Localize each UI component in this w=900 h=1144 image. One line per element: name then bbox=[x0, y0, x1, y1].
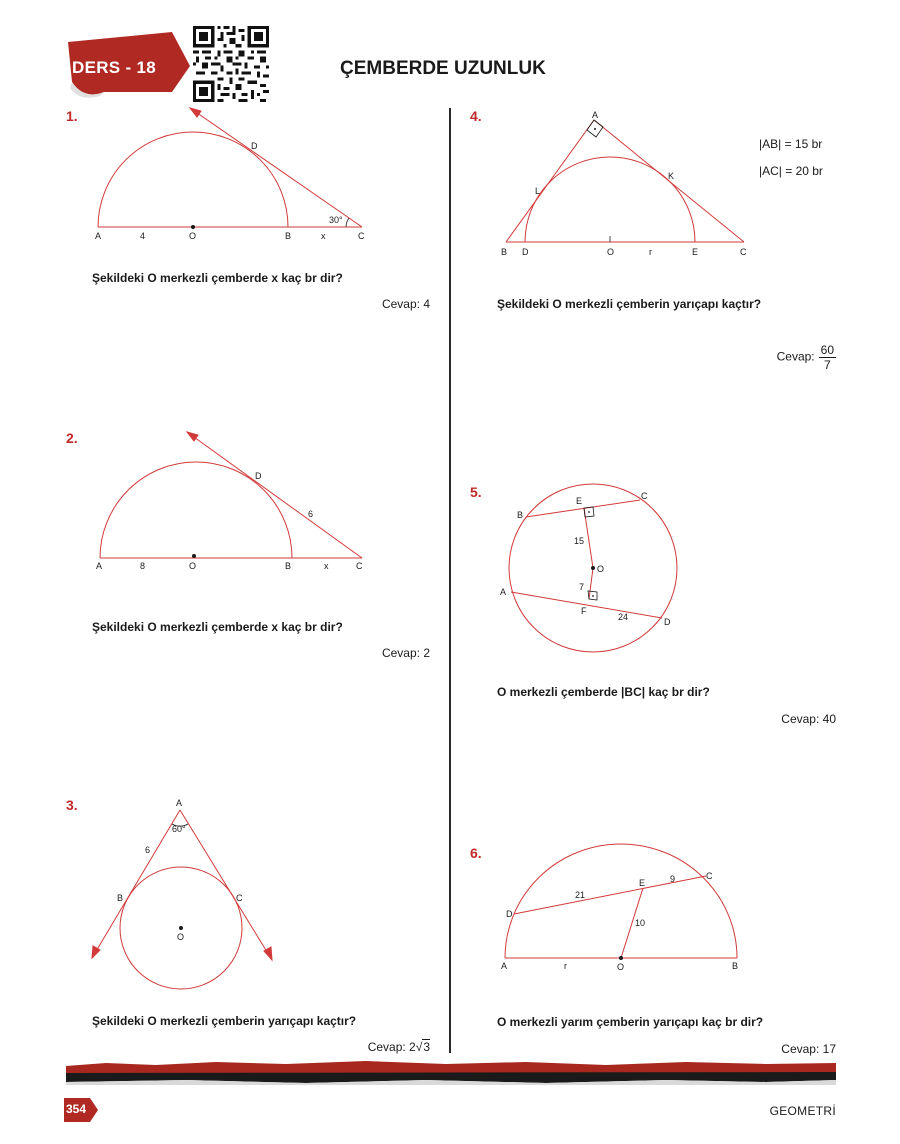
p3-answer-prefix: Cevap: 2 bbox=[367, 1040, 416, 1054]
p4-answer-fraction bbox=[819, 343, 836, 372]
problem-5-figure bbox=[496, 484, 696, 664]
p3-label-angle: 60° bbox=[172, 824, 186, 834]
p4-answer-prefix: Cevap: bbox=[776, 349, 815, 364]
p2-label-seg-AO: 8 bbox=[140, 561, 146, 571]
p1-label-A: A bbox=[95, 231, 102, 241]
p3-answer-radical: 3 bbox=[423, 1040, 430, 1054]
p2-label-O: O bbox=[189, 561, 197, 571]
p4-label-r: r bbox=[649, 247, 652, 257]
p4-answer-numerator: 60 bbox=[820, 343, 834, 357]
p6-label-r: r bbox=[564, 961, 567, 971]
problem-3-answer bbox=[368, 1040, 430, 1054]
problem-4-given-ab: |AB| = 15 br bbox=[759, 137, 823, 151]
p6-label-seg-DE: 21 bbox=[575, 890, 586, 900]
p5-label-F: F bbox=[581, 606, 587, 616]
p1-label-angle: 30° bbox=[329, 215, 343, 225]
problem-5-question: O merkezli çemberde |BC| kaç br dir? bbox=[497, 685, 710, 699]
p1-label-seg-BC: x bbox=[321, 231, 326, 241]
page-title: ÇEMBERDE UZUNLUK bbox=[340, 58, 546, 79]
problem-3-figure bbox=[88, 794, 288, 994]
p2-label-B: B bbox=[285, 561, 292, 571]
p6-label-B: B bbox=[732, 961, 739, 971]
p1-label-C: C bbox=[358, 231, 365, 241]
p4-label-E: E bbox=[692, 247, 699, 257]
p1-label-B: B bbox=[285, 231, 292, 241]
p6-label-A: A bbox=[501, 961, 508, 971]
lesson-label: DERS - 18 bbox=[72, 58, 156, 77]
p2-label-seg-DC: 6 bbox=[308, 509, 314, 519]
subject-label: GEOMETRİ bbox=[769, 1104, 836, 1118]
p6-label-seg-EO: 10 bbox=[635, 918, 646, 928]
problem-1-number: 1. bbox=[66, 108, 78, 124]
p6-label-C: C bbox=[706, 871, 713, 881]
problem-1-figure bbox=[90, 108, 380, 248]
problem-3-number: 3. bbox=[66, 797, 78, 813]
p1-label-D: D bbox=[251, 141, 258, 151]
p3-label-B: B bbox=[117, 893, 124, 903]
p1-label-seg-AO: 4 bbox=[140, 231, 146, 241]
problem-6-figure bbox=[496, 838, 756, 978]
column-divider bbox=[449, 108, 451, 1053]
p6-label-E: E bbox=[639, 878, 646, 888]
problem-4-given-ac: |AC| = 20 br bbox=[759, 164, 823, 178]
p5-label-E: E bbox=[576, 496, 583, 506]
p2-label-D: D bbox=[255, 471, 262, 481]
p4-label-A: A bbox=[592, 110, 599, 120]
p6-label-D: D bbox=[506, 909, 513, 919]
p3-label-C: C bbox=[236, 893, 243, 903]
problem-1-question: Şekildeki O merkezli çemberde x kaç br dir? bbox=[92, 271, 343, 285]
problem-6-question: O merkezli yarım çemberin yarıçapı kaç br dir? bbox=[497, 1015, 764, 1029]
p2-label-seg-BC: x bbox=[324, 561, 329, 571]
p3-label-A: A bbox=[176, 798, 183, 808]
problem-5-answer: Cevap: 40 bbox=[781, 712, 836, 726]
sqrt-symbol: √3 bbox=[415, 1040, 430, 1054]
p2-label-C: C bbox=[356, 561, 363, 571]
problem-4-question: Şekildeki O merkezli çemberin yarıçapı kaçtır? bbox=[497, 297, 762, 311]
qr-code-icon[interactable] bbox=[193, 26, 269, 102]
p5-label-seg-FD: 24 bbox=[618, 612, 629, 622]
p4-label-O: O bbox=[607, 247, 615, 257]
problem-6-answer: Cevap: 17 bbox=[781, 1042, 836, 1056]
problem-4-figure bbox=[498, 108, 758, 268]
problem-5-number: 5. bbox=[470, 484, 482, 500]
p5-label-B: B bbox=[517, 510, 524, 520]
p6-label-seg-EC: 9 bbox=[670, 874, 676, 884]
p5-label-C: C bbox=[641, 491, 648, 501]
p3-label-O: O bbox=[177, 932, 185, 942]
p4-label-D: D bbox=[522, 247, 529, 257]
p5-label-D: D bbox=[664, 617, 671, 627]
problem-1-answer: Cevap: 4 bbox=[381, 297, 430, 311]
problem-3-question: Şekildeki O merkezli çemberin yarıçapı kaçtır? bbox=[92, 1014, 357, 1028]
problem-2-number: 2. bbox=[66, 430, 78, 446]
p2-label-A: A bbox=[96, 561, 103, 571]
page-number: 354 bbox=[66, 1102, 87, 1116]
p5-label-O: O bbox=[597, 564, 605, 574]
problem-2-figure bbox=[90, 428, 380, 578]
p3-label-seg-AB: 6 bbox=[145, 845, 151, 855]
p4-label-B: B bbox=[501, 247, 508, 257]
problem-6-number: 6. bbox=[470, 845, 482, 861]
problem-4-number: 4. bbox=[470, 108, 482, 124]
p1-label-O: O bbox=[189, 231, 197, 241]
p5-label-seg-EO: 15 bbox=[574, 536, 585, 546]
p4-label-K: K bbox=[668, 171, 675, 181]
problem-2-question: Şekildeki O merkezli çemberde x kaç br dir? bbox=[92, 620, 343, 634]
problem-2-answer: Cevap: 2 bbox=[381, 646, 430, 660]
p5-label-A: A bbox=[500, 587, 507, 597]
problem-4-answer bbox=[777, 343, 836, 372]
p4-label-C: C bbox=[740, 247, 747, 257]
p4-label-L: L bbox=[535, 186, 541, 196]
p6-label-O: O bbox=[617, 962, 625, 972]
footer-band bbox=[66, 1058, 836, 1088]
p5-label-seg-OF: 7 bbox=[579, 582, 585, 592]
p4-answer-denominator: 7 bbox=[823, 358, 831, 372]
